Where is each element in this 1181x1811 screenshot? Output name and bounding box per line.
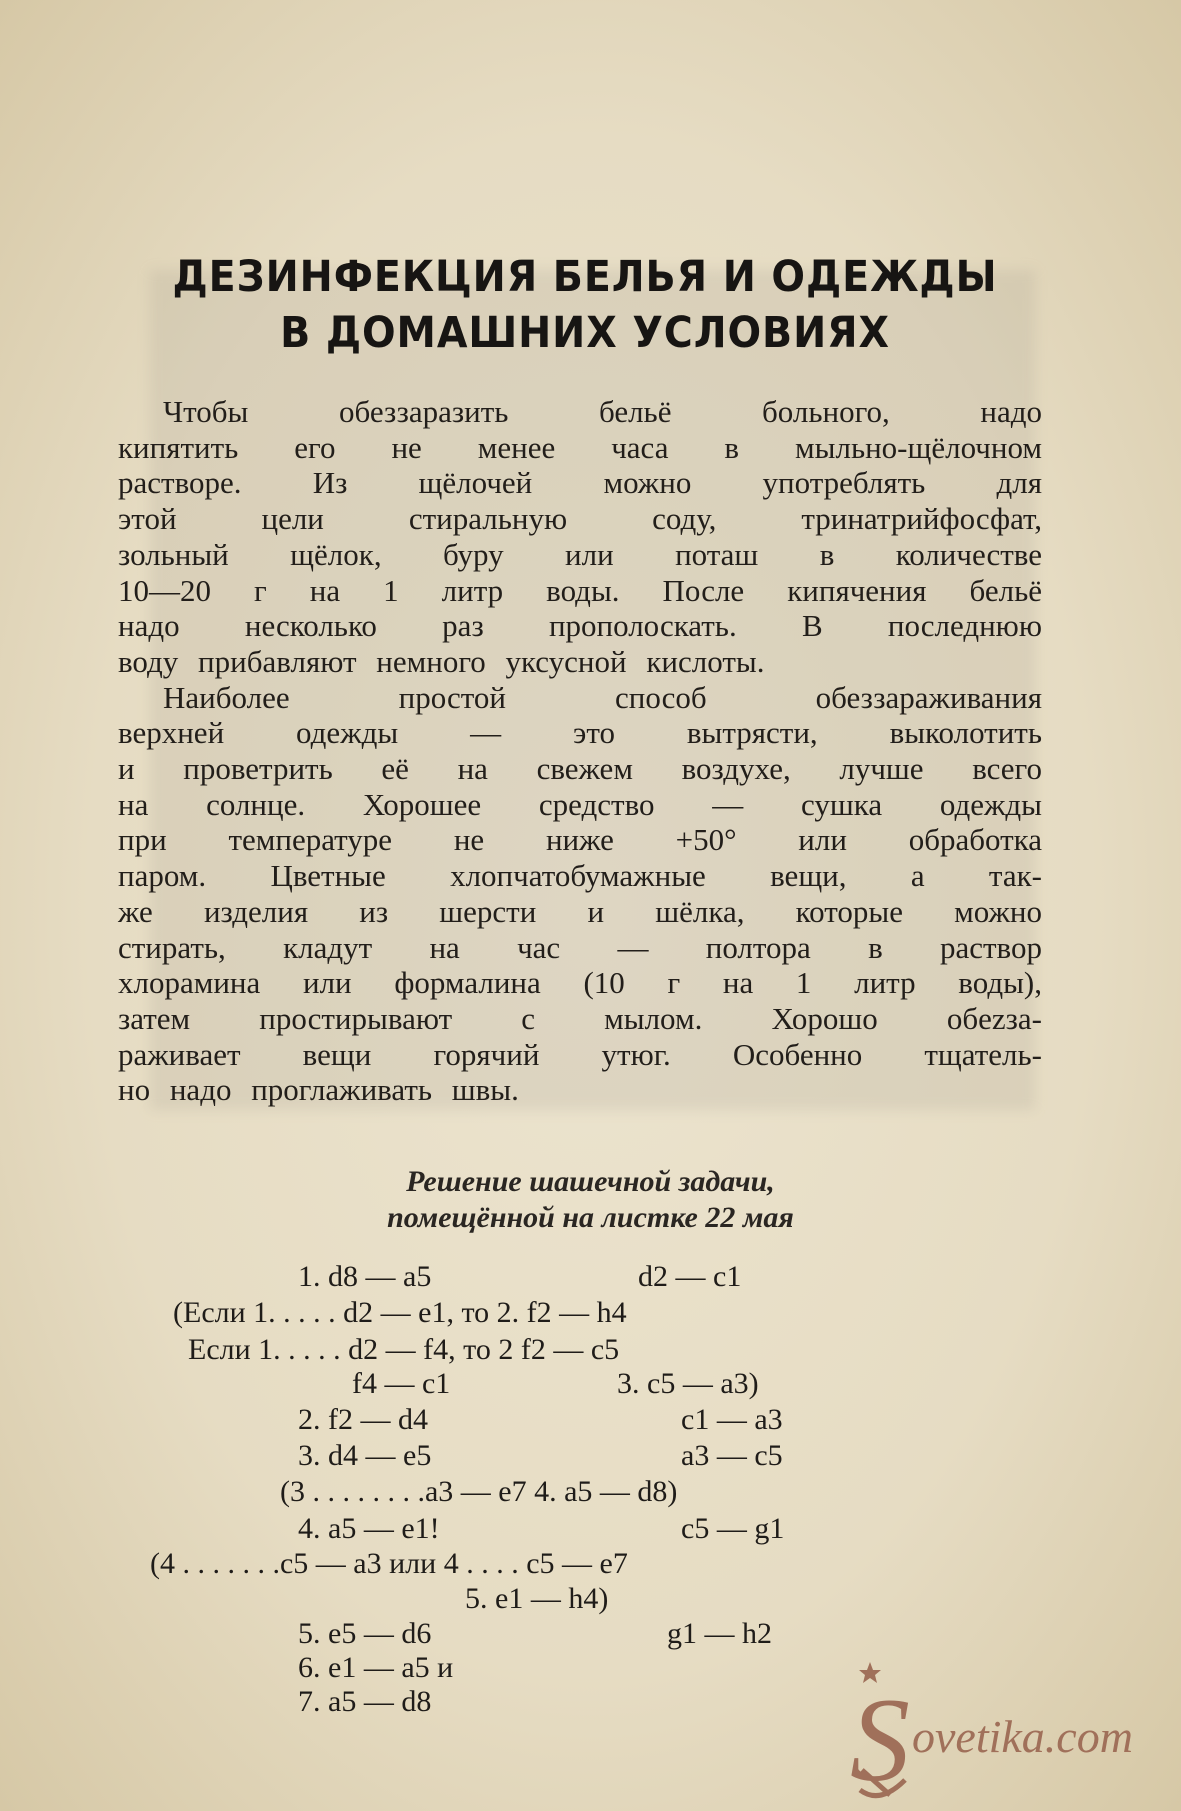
move-white: 2. f2 — d4 [298, 1403, 428, 1437]
solution-heading-line-1: Решение шашечной задачи, [406, 1165, 775, 1198]
body-line: Наиболее простой способ обеззараживания [163, 679, 1042, 715]
move-black: a3 — c5 [681, 1438, 783, 1472]
body-line: раживает вещи горячий утюг. Особенно тщатель- [118, 1036, 1042, 1072]
body-line: и проветрить её на свежем воздухе, лучше всего [118, 751, 1042, 786]
move-white: 5. e5 — d6 [298, 1616, 432, 1650]
move-white: (3 . . . . . . . .a3 — e7 4. a5 — d8) [280, 1474, 678, 1508]
body-line: растворе. Из щёлочей можно употреблять для [118, 465, 1042, 501]
solution-heading-line-2: помещённой на листке 22 мая [387, 1201, 794, 1234]
body-line: зольный щёлок, буру или поташ в количестве [118, 536, 1042, 572]
logo-text: ovetika.com [912, 1711, 1133, 1762]
move-white: 6. e1 — a5 и [298, 1651, 454, 1685]
sovetika-watermark-logo [850, 1660, 1170, 1805]
move-white: (Если 1. . . . . d2 — e1, то 2. f2 — h4 [173, 1295, 627, 1329]
move-white: (4 . . . . . . .c5 — a3 или 4 . . . . c5 — e7 [150, 1547, 628, 1581]
move-white: 7. a5 — d8 [298, 1684, 432, 1718]
article-title-line-1: ДЕЗИНФЕКЦИЯ БЕЛЬЯ И ОДЕЖДЫ [172, 252, 998, 302]
move-white: 3. d4 — e5 [298, 1438, 432, 1472]
move-white: f4 — c1 [352, 1367, 451, 1401]
move-black: g1 — h2 [667, 1616, 772, 1650]
move-black: 3. c5 — a3) [617, 1367, 759, 1401]
move-black: d2 — c1 [638, 1259, 742, 1293]
article-title-line-2: В ДОМАШНИХ УСЛОВИЯХ [280, 308, 890, 358]
body-line: при температуре не ниже +50° или обработка [118, 822, 1042, 858]
move-white: 4. a5 — e1! [298, 1511, 440, 1545]
move-white: Если 1. . . . . d2 — f4, то 2 f2 — c5 [188, 1332, 620, 1366]
body-line: на солнце. Хорошее средство — сушка одежды [118, 786, 1042, 822]
body-line: этой цели стиральную соду, тринатрийфосфат, [118, 501, 1042, 537]
body-line: воду прибавляют немного уксусной кислоты. [118, 643, 765, 679]
body-line: Чтобы обеззаразить бельё больного, надо [163, 394, 1042, 429]
move-white: 1. d8 — a5 [298, 1259, 432, 1293]
body-line: стирать, кладут на час — полтора в раствор [118, 929, 1042, 965]
body-line: кипятить его не менее часа в мыльно-щёлочном [118, 429, 1042, 465]
body-line: надо несколько раз прополоскать. В последнюю [118, 608, 1042, 644]
body-line: затем простирывают с мылом. Хорошо обezза- [118, 1000, 1042, 1036]
body-line: паром. Цветные хлопчатобумажные вещи, а так- [118, 858, 1042, 894]
body-line: верхней одежды — это вытрясти, выколотить [118, 715, 1042, 751]
body-line: 10—20 г на 1 литр воды. После кипячения бельё [118, 572, 1042, 608]
body-line: хлорамина или формалина (10 г на 1 литр воды), [118, 965, 1042, 1001]
body-line: же изделия из шерсти и шёлка, которые можно [118, 893, 1042, 929]
move-black: c5 — g1 [681, 1511, 785, 1545]
logo-initial: S [850, 1673, 910, 1805]
move-black: c1 — a3 [681, 1403, 783, 1437]
body-line: но надо проглаживать швы. [118, 1072, 519, 1108]
move-white: 5. e1 — h4) [465, 1581, 609, 1615]
